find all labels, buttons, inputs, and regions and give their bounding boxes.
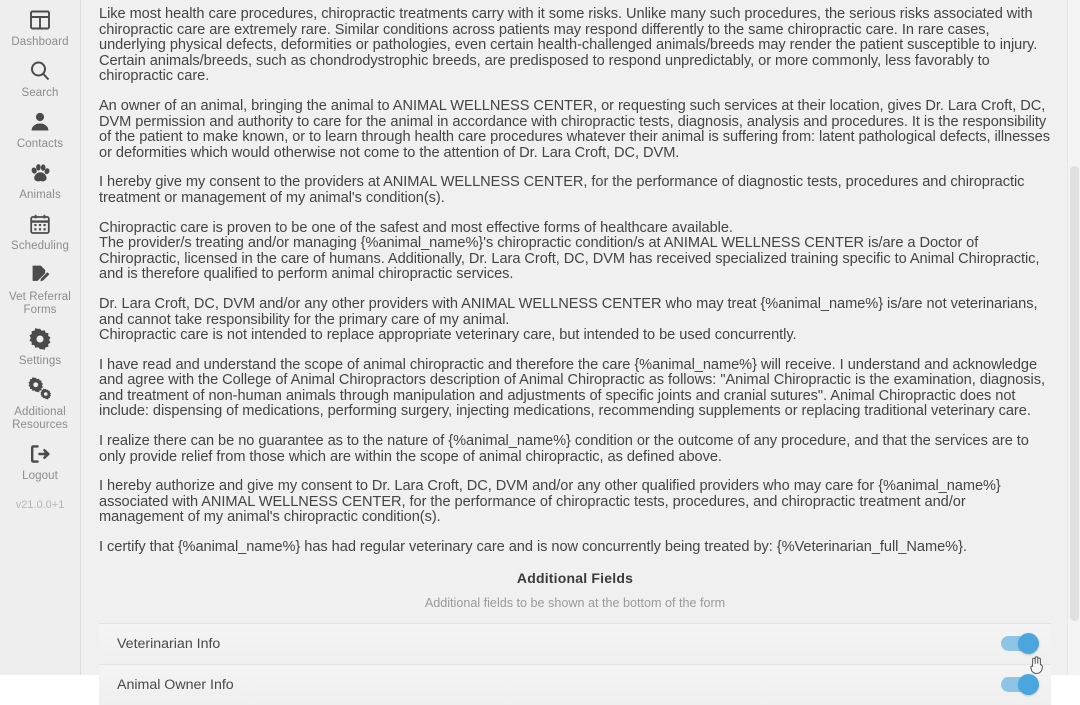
vertical-scrollbar[interactable]: [1067, 0, 1080, 675]
vet-referral-forms-icon: [27, 262, 53, 288]
field-label: Veterinarian Info: [117, 635, 221, 652]
sidebar-item-label: Contacts: [16, 138, 64, 150]
sidebar-item-dashboard[interactable]: [0, 2, 81, 53]
additional-resources-gears-icon: [27, 377, 53, 403]
sidebar-item-animals[interactable]: [0, 155, 81, 206]
main-content: [81, 0, 1080, 693]
animals-paw-icon: [27, 160, 53, 186]
scheduling-calendar-icon: [27, 211, 53, 237]
contacts-person-icon: [27, 109, 53, 135]
app-version-label: v21.0.0+1: [15, 499, 65, 511]
sidebar-item-label: Logout: [22, 470, 58, 482]
additional-fields-section: [99, 570, 1051, 705]
sidebar-item-label: Animals: [19, 189, 61, 201]
additional-fields-subtitle: Additional fields to be shown at the bottom of the form: [424, 595, 726, 610]
consent-paragraph: I hereby authorize and give my consent to Dr. Lara Croft, DC, DVM and/or any other qualified providers who may care for {%animal_name%} associated with ANIMAL WELLNESS CENTER, for the performance of chiropractic tests, procedures, and chiropractic treatment and/or management of my animal's chiropractic condition(s).: [99, 478, 1001, 526]
toggle-knob: [1018, 674, 1039, 695]
sidebar-item-label: Scheduling: [11, 240, 69, 252]
consent-paragraph: An owner of an animal, bringing the animal to ANIMAL WELLNESS CENTER, or requesting such services at their location, gives Dr. Lara Croft, DC, DVM permission and authority to care for the animal in accordance with chiropractic tests, diagnosis, analysis and procedures. It is the responsibility of the patient to make known, or to learn through health care procedures whatever their animal is suffering from: latent pathological defects, illnesses or deformities which would otherwise not come to the attention of Dr. Lara Croft, DC, DVM.: [99, 97, 1050, 161]
consent-paragraph: Chiropractic care is not intended to replace appropriate veterinary care, but intended to be used concurrently.: [99, 327, 797, 344]
consent-paragraph: I certify that {%animal_name%} has had regular veterinary care and is now concurrently being treated by: {%Veterinarian_full_Name%}.: [99, 539, 967, 556]
sidebar-item-label: Dashboard: [11, 36, 69, 48]
toggle-knob: [1018, 633, 1039, 654]
consent-form-document: [81, 0, 1067, 693]
consent-paragraph: Like most health care procedures, chiropractic treatments carry with it some risks. Unlike many such procedures, the serious risks associated with chiropractic care are extremely rare. Similar conditions across patients may respond differently to the same chiropractic care. In rare cases, underlying physical defects, deformities or pathologies, even certain health-challenged animals/breeds may render the patient susceptible to injury. Certain animals/breeds, such as chondrodystrophic breeds, are predisposed to respond unpredictably, or more commonly, less favorably to chiropractic care.: [99, 6, 1038, 85]
additional-field-row-veterinarian-info[interactable]: [99, 623, 1051, 664]
sidebar-item-contacts[interactable]: [0, 104, 81, 155]
sidebar-item-label: Additional Resources: [12, 406, 68, 431]
sidebar-item-additional-resources[interactable]: [0, 372, 81, 436]
additional-field-row-animal-owner-info[interactable]: [99, 664, 1051, 705]
sidebar-item-label: Vet Referral Forms: [9, 291, 71, 316]
consent-paragraph: I have read and understand the scope of animal chiropractic and therefore the care {%animal_name%} will receive. I understand and acknowledge and agree with the College of Animal Chiropractors description of Animal Chiropractic as follows: "Animal Chiropractic is the examination, diagnosis, and treatment of non-human animals through manipulation and adjustments of specific joints and cranial sutures". Animal Chiropractic does not include: dispensing of medications, performing surgery, injecting medications, recommending supplements or replacing traditional veterinary care.: [99, 356, 1045, 420]
consent-paragraph: I hereby give my consent to the providers at ANIMAL WELLNESS CENTER, for the performance of diagnostic tests, procedures and chiropractic treatment or management of my animal's condition(s).: [99, 174, 1025, 206]
settings-gear-icon: [27, 326, 53, 352]
veterinarian-info-toggle[interactable]: [1001, 636, 1037, 651]
sidebar-item-label: Search: [21, 87, 59, 99]
sidebar-item-label: Settings: [18, 355, 62, 367]
scrollbar-thumb[interactable]: [1070, 166, 1079, 621]
consent-paragraph: The provider/s treating and/or managing {%animal_name%}'s chiropractic condition/s at ANIMAL WELLNESS CENTER is/are a Doctor of Chiropractic, licensed in the care of humans. Additionally, Dr. Lara Croft, DC, DVM has received specialized training specific to Animal Chiropractic, and is therefore qualified to perform animal chiropractic services.: [99, 235, 1040, 283]
search-magnifier-icon: [27, 58, 53, 84]
logout-arrow-icon: [27, 441, 53, 467]
sidebar-navigation: [0, 0, 81, 675]
sidebar-item-search[interactable]: [0, 53, 81, 104]
field-label: Animal Owner Info: [117, 676, 234, 693]
consent-paragraph: I realize there can be no guarantee as to the nature of {%animal_name%} condition or the outcome of any procedure, and that the services are to only provide relief from those which are within the scope of animal chiropractic, as defined above.: [99, 433, 1029, 465]
consent-paragraph: Dr. Lara Croft, DC, DVM and/or any other providers with ANIMAL WELLNESS CENTER who may treat {%animal_name%} is/are not veterinarians, and cannot take responsibility for the primary care of my animal.: [99, 295, 1038, 328]
additional-fields-title: Additional Fields: [516, 569, 634, 586]
consent-bold-heading: Chiropractic care is proven to be one of the safest and most effective forms of healthcare available.: [99, 219, 733, 236]
dashboard-grid-icon: [27, 7, 53, 33]
sidebar-item-settings[interactable]: [0, 321, 81, 372]
sidebar-item-logout[interactable]: [0, 436, 81, 487]
animal-owner-info-toggle[interactable]: [1001, 677, 1037, 692]
sidebar-item-scheduling[interactable]: [0, 206, 81, 257]
sidebar-item-vet-referral-forms[interactable]: [0, 257, 81, 321]
